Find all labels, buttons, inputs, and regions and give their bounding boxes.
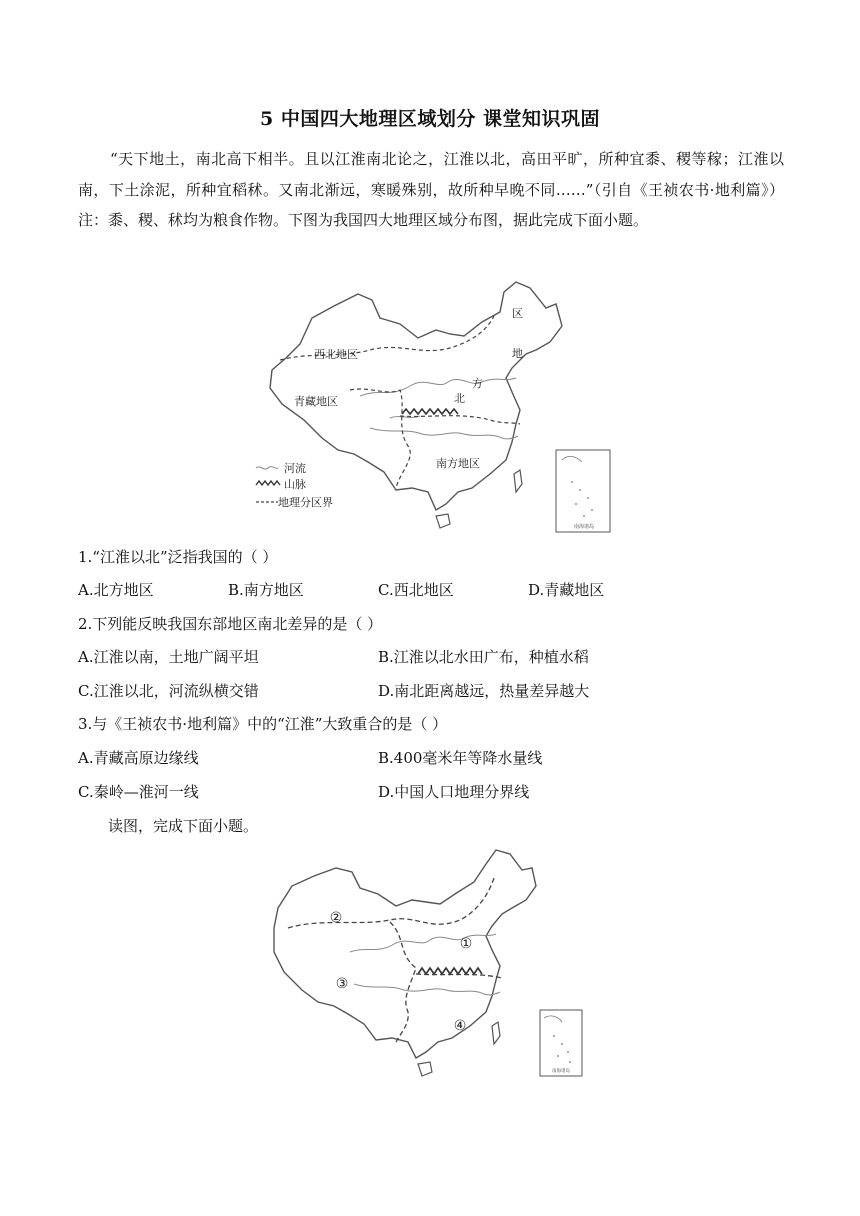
china-regions-map <box>250 278 620 534</box>
label-north-char-4: 北 <box>454 392 465 405</box>
page-title: 5 中国四大地理区域划分 课堂知识巩固 <box>260 108 600 130</box>
q3-option-a[interactable]: A.青藏高原边缘线 <box>78 749 199 767</box>
taiwan-island-2 <box>492 1022 500 1044</box>
legend-river-label: 河流 <box>284 462 306 475</box>
inset-islands <box>571 481 593 517</box>
label-northwest: 西北地区 <box>314 348 358 361</box>
hainan-island <box>436 514 450 528</box>
q2-option-b[interactable]: B.江淮以北水田广布，种植水稻 <box>378 648 589 666</box>
south-china-sea-inset <box>556 450 610 532</box>
intro-paragraph <box>78 144 784 236</box>
yangtze-river <box>370 428 518 439</box>
taiwan-island <box>514 470 522 492</box>
hainan-island-2 <box>418 1062 432 1076</box>
qinling-mountain <box>402 409 458 414</box>
label-north-char-1: 区 <box>512 307 523 320</box>
legend-boundary-label: 地理分区界 <box>278 496 333 509</box>
marker-4: ④ <box>453 1018 467 1034</box>
label-south: 南方地区 <box>436 457 480 470</box>
boundary-qinghai-tibet <box>350 389 410 488</box>
q2-option-d[interactable]: D.南北距离越远，热量差异越大 <box>378 682 590 700</box>
boundary-northwest <box>280 316 494 360</box>
inset-coast <box>562 456 582 462</box>
label-qinghai-tibet: 青藏地区 <box>294 395 338 408</box>
inset-coast-2 <box>544 1016 562 1022</box>
question-3-stem: 3.与《王祯农书·地利篇》中的“江淮”大致重合的是（ ） <box>78 715 448 733</box>
intro-text: “天下地土，南北高下相半。且以江淮南北论之，江淮以北，高田平旷，所种宜黍、稷等稼；江淮以南，下土涂泥，所种宜稻秫。又南北渐远，寒暖殊别，故所种早晚不同……”（引自《王祯农书·地利篇》）注：黍、稷、秫均为粮食作物。下图为我国四大地理区域分布图，据此完成下面小题。 <box>78 150 784 229</box>
boundary-2-qinghai-tibet <box>390 922 416 1042</box>
legend-mountain-label: 山脉 <box>284 478 306 491</box>
q1-option-a[interactable]: A.北方地区 <box>78 581 154 599</box>
q3-option-d[interactable]: D.中国人口地理分界线 <box>378 783 530 801</box>
legend-river-symbol <box>256 467 278 470</box>
label-north-char-3: 方 <box>472 377 483 390</box>
label-north-char-2: 地 <box>512 347 523 360</box>
inset-label-2: 南海诸岛 <box>552 1069 570 1074</box>
q3-option-c[interactable]: C.秦岭—淮河一线 <box>78 783 199 801</box>
question-1-stem: 1.“江淮以北”泛指我国的（ ） <box>78 548 278 566</box>
qinling-mountain-2 <box>418 968 482 974</box>
boundary-north-south <box>400 416 520 424</box>
question-2-stem: 2.下列能反映我国东部地区南北差异的是（ ） <box>78 615 383 633</box>
marker-1: ① <box>459 936 473 952</box>
read-map-instruction: 读图，完成下面小题。 <box>108 817 259 835</box>
yellow-river-2 <box>350 934 496 952</box>
q1-option-b[interactable]: B.南方地区 <box>228 581 304 599</box>
yellow-river <box>360 378 516 396</box>
boundary-2-north-south <box>416 974 502 978</box>
q1-option-d[interactable]: D.青藏地区 <box>528 581 605 599</box>
inset-islands-2 <box>553 1035 571 1063</box>
q3-option-b[interactable]: B.400毫米年等降水量线 <box>378 749 543 767</box>
yangtze-river-2 <box>354 984 500 995</box>
south-china-sea-inset-2 <box>540 1010 582 1076</box>
legend-mountain-symbol <box>256 481 280 485</box>
q2-option-c[interactable]: C.江淮以北，河流纵横交错 <box>78 682 259 700</box>
china-regions-map-numbered <box>270 842 586 1080</box>
q1-option-c[interactable]: C.西北地区 <box>378 581 454 599</box>
marker-3: ③ <box>335 976 349 992</box>
q2-option-a[interactable]: A.江淮以南，土地广阔平坦 <box>78 648 259 666</box>
marker-2: ② <box>329 910 343 926</box>
inset-label: 南海诸岛 <box>573 524 595 530</box>
